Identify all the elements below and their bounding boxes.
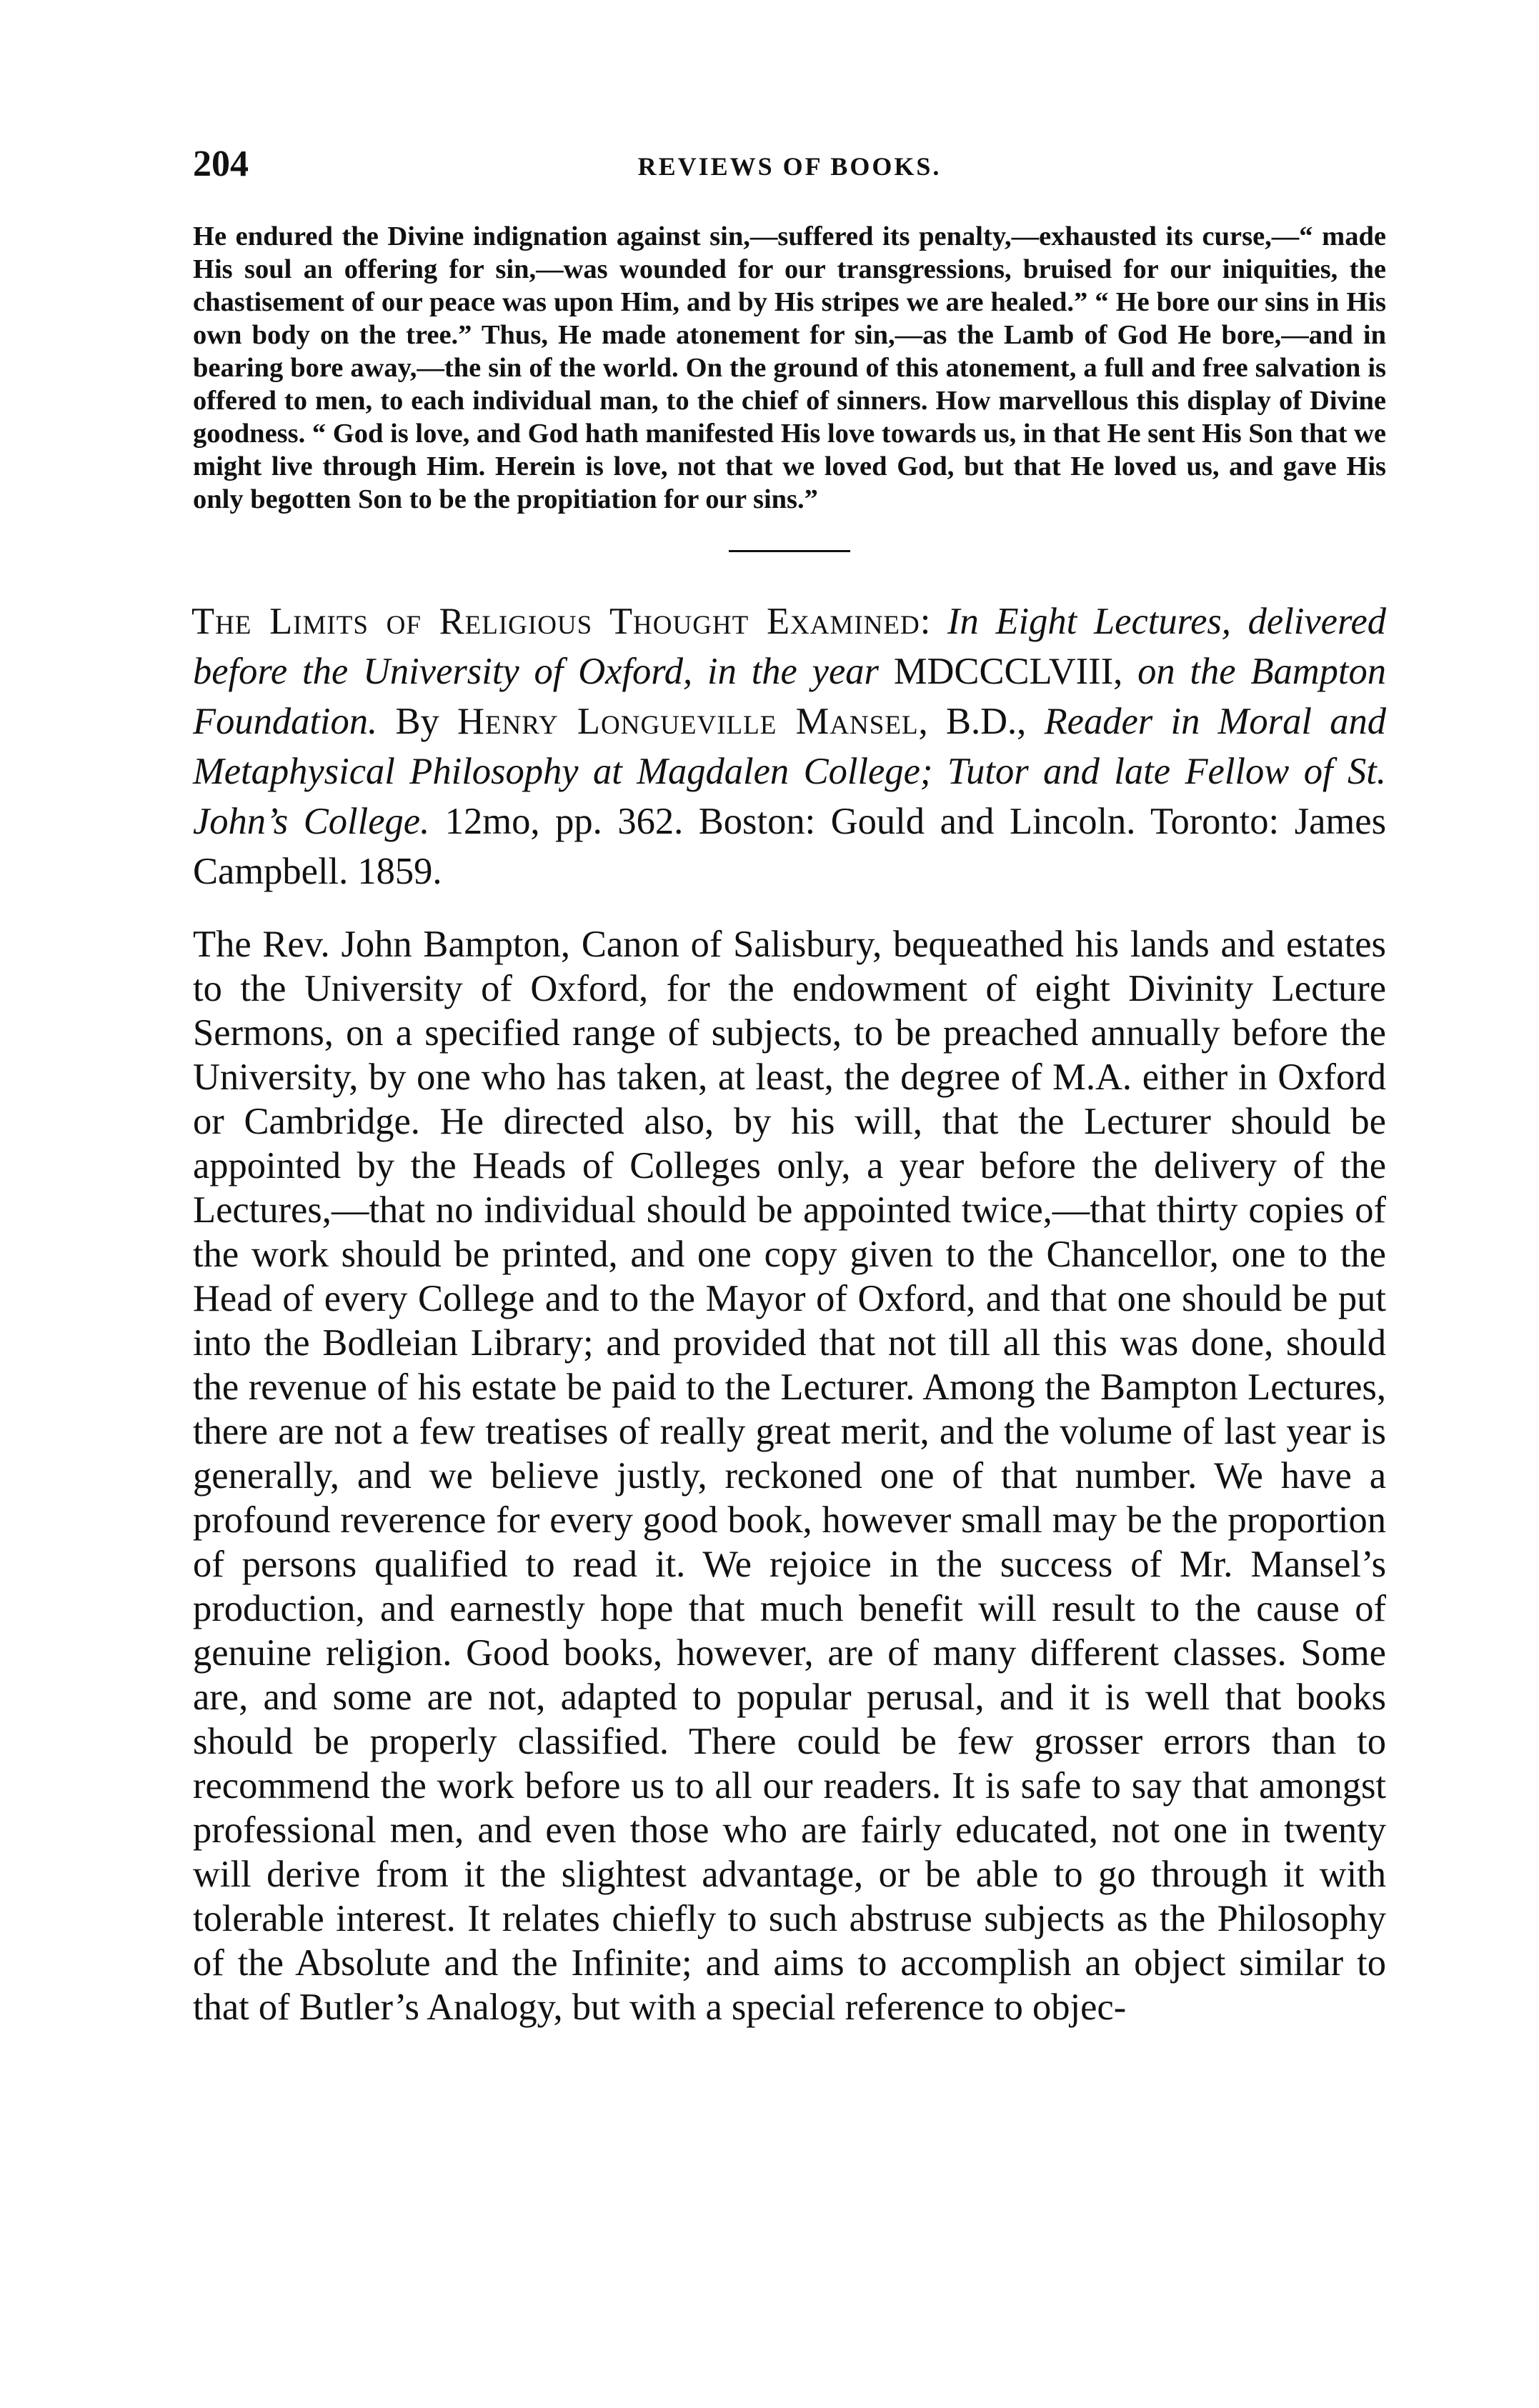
review-heading bbox=[193, 596, 1386, 896]
section-divider bbox=[729, 550, 850, 552]
book-subtitle: In Eight Lectures, delivered before the University of Oxford, in the year bbox=[193, 601, 1386, 692]
by-label: By bbox=[377, 701, 458, 742]
publication-details: 12mo, pp. 362. Boston: Gould and Lincoln. Toronto: James Campbell. 1859. bbox=[193, 801, 1386, 892]
quote-paragraph: He endured the Divine indignation against sin,—suffered its penalty,—exhausted its curse,—“ made His soul an offering for sin,—was wounded for our transgressions, bruised for our iniquities, the chastisement of our peace was upon Him, and by His stripes we are healed.” “ He bore our sins in His own body on the tree.” Thus, He made atonement for sin,—as the Lamb of God He bore,—and in bearing bore away,—the sin of the world. On the ground of this atonement, a full and free salvation is offered to men, to each individual man, to the chief of sinners. How marvellous this display of Divine goodness. “ God is love, and God hath manifested His love towards us, in that He sent His Son that we might live through Him. Herein is love, not that we loved God, but that He loved us, and gave His only begotten Son to be the propitiation for our sins.” bbox=[193, 221, 1386, 514]
running-title: REVIEWS OF BOOKS. bbox=[637, 152, 942, 181]
year-numeral: MDCCCLVIII, bbox=[878, 651, 1138, 692]
document-page bbox=[193, 143, 1386, 2029]
book-title: The Limits of Religious Thought Examined bbox=[191, 601, 920, 642]
author-titles: Reader in Moral and Metaphysical Philosophy at Magdalen College; Tutor and late Fellow of St. John’s College. bbox=[193, 701, 1386, 842]
foundation: on the Bampton Foundation. bbox=[193, 651, 1386, 742]
page-header bbox=[193, 143, 1386, 200]
review-body-paragraph: The Rev. John Bampton, Canon of Salisbury, bequeathed his lands and estates to the University of Oxford, for the endowment of eight Divinity Lecture Sermons, on a specified range of subjects, to be preached annually before the University, by one who has taken, at least, the degree of M.A. either in Oxford or Cambridge. He directed also, by his will, that the Lecturer should be appointed by the Heads of Colleges only, a year before the delivery of the Lectures,—that no individual should be appointed twice,—that thirty copies of the work should be printed, and one copy given to the Chancellor, one to the Head of every College and to the Mayor of Oxford, and that one should be put into the Bodleian Library; and provided that not till all this was done, should the revenue of his estate be paid to the Lecturer. Among the Bampton Lectures, there are not a few treatises of really great merit, and the volume of last year is generally, and we believe justly, reckoned one of that number. We have a profound reverence for every good book, however small may be the proportion of persons qualified to read it. We rejoice in the success of Mr. Mansel’s production, and earnestly hope that much benefit will result to the cause of genuine religion. Good books, however, are of many different classes. Some are, and some are not, adapted to popular perusal, and it is well that books should be properly classified. There could be few grosser errors than to recommend the work before us to all our readers. It is safe to say that amongst professional men, and even those who are fairly educated, not one in twenty will derive from it the slightest advantage, or be able to go through it with tolerable interest. It relates chiefly to such abstruse subjects as the Philosophy of the Absolute and the Infinite; and aims to accomplish an object similar to that of Butler’s Analogy, but with a special reference to objec- bbox=[193, 924, 1386, 2028]
author-degree: , B.D., bbox=[918, 701, 1045, 742]
title-colon: : bbox=[920, 601, 948, 642]
author-name: Henry Longueville Mansel bbox=[457, 701, 919, 742]
page-number: 204 bbox=[193, 144, 249, 184]
